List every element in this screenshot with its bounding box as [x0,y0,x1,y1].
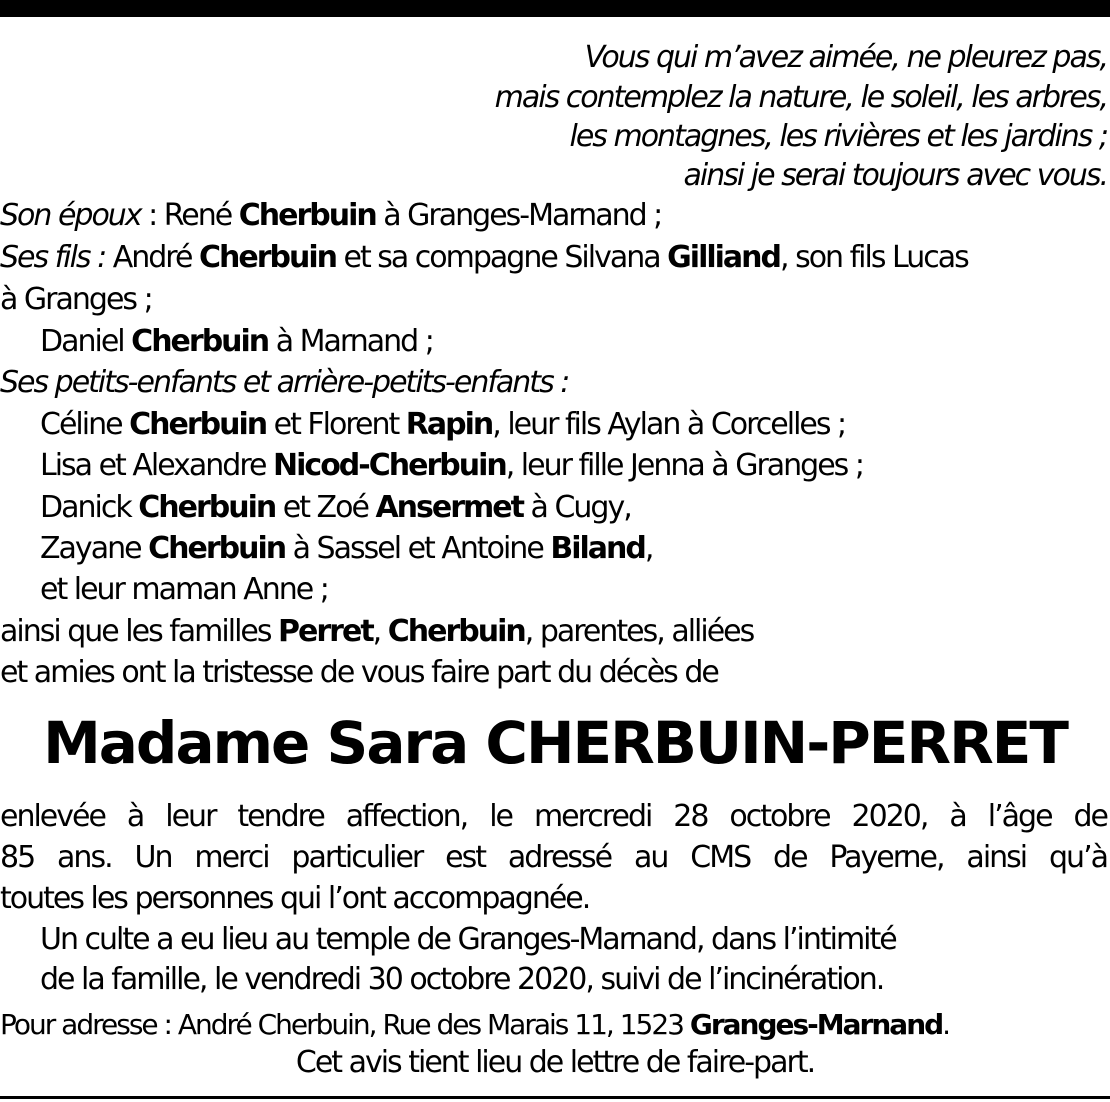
daniel-line [40,322,1110,362]
surname: Ansermet [375,490,523,525]
poem-line: les montagnes, les rivières et les jardins ; [569,119,1107,154]
text: Lisa et Alexandre [40,448,274,483]
body-line: 85 ans. Un merci particulier est adressé au CMS de Payerne, ainsi qu’à [0,840,1107,875]
surname: Rapin [405,407,493,442]
fils-cont-line: à Granges ; [0,282,152,317]
body-line: enlevée à leur tendre affection, le mercredi 28 octobre 2020, à l’âge de [0,799,1107,834]
text: Céline [40,407,130,442]
text: . [942,1008,950,1041]
danick-line [40,488,1110,528]
body-line: toutes les personnes qui l’ont accompagnée. [0,881,590,916]
text: , [372,614,388,649]
text: à Granges-Marnand ; [375,198,662,233]
poem-line: ainsi je serai toujours avec vous. [683,158,1107,193]
celine-line [40,405,1110,445]
text: à Sassel et Antoine [285,531,551,566]
text: Zayane [40,531,149,566]
poem-line: mais contemplez la nature, le soleil, les arbres, [494,80,1107,115]
surname: Perret [278,614,373,649]
surname: Cherbuin [238,198,376,233]
text: , leur fils Aylan à Corcelles ; [492,407,846,442]
text: et Zoé [275,490,376,525]
zayane-line [40,529,1110,569]
text: , son fils Lucas [780,240,968,275]
fils-label: Ses fils : [0,240,106,275]
text: Pour adresse : André Cherbuin, Rue des Marais 11, 1523 [0,1008,690,1041]
familles-line [0,612,1110,652]
anne-line: et leur maman Anne ; [40,572,328,607]
surname: Gilliand [667,240,780,275]
text: et Florent [266,407,406,442]
text: , leur fille Jenna à Granges ; [505,448,863,483]
lisa-line [40,446,1110,486]
epoux-label: Son époux [0,198,141,233]
amies-line: et amies ont la tristesse de vous faire part du décès de [0,655,718,690]
text: : René [140,198,239,233]
text: ainsi que les familles [0,614,279,649]
surname: Cherbuin [148,531,286,566]
place: Granges-Marnand [689,1008,943,1041]
text: et sa compagne Silvana [335,240,668,275]
poem-line: Vous qui m’avez aimée, ne pleurez pas, [584,40,1107,75]
surname: Cherbuin [138,490,276,525]
epoux-line [0,196,1110,236]
text: Daniel [40,324,132,359]
surname: Cherbuin [198,240,336,275]
address-line [0,1005,1110,1045]
surname: Cherbuin [131,324,269,359]
text: à Cugy, [522,490,631,525]
text: à Marnand ; [268,324,433,359]
text: André [105,240,199,275]
deceased-name: Madame Sara CHERBUIN-PERRET [43,709,1067,777]
surname: Cherbuin [387,614,525,649]
petits-label: Ses petits-enfants et arrière-petits-enfants : [0,365,569,400]
text: Danick [40,490,139,525]
bottom-rule [0,1096,1110,1099]
fils-line [0,238,1110,278]
surname: Biland [550,531,645,566]
closing-line: Cet avis tient lieu de lettre de faire-part. [295,1045,815,1080]
text: , [644,531,653,566]
text: , parentes, alliées [524,614,754,649]
surname: Cherbuin [129,407,267,442]
top-rule [0,0,1110,17]
body-line: de la famille, le vendredi 30 octobre 2020, suivi de l’incinération. [40,962,884,997]
surname: Nicod-Cherbuin [273,448,506,483]
body-line: Un culte a eu lieu au temple de Granges-Marnand, dans l’intimité [40,922,896,957]
